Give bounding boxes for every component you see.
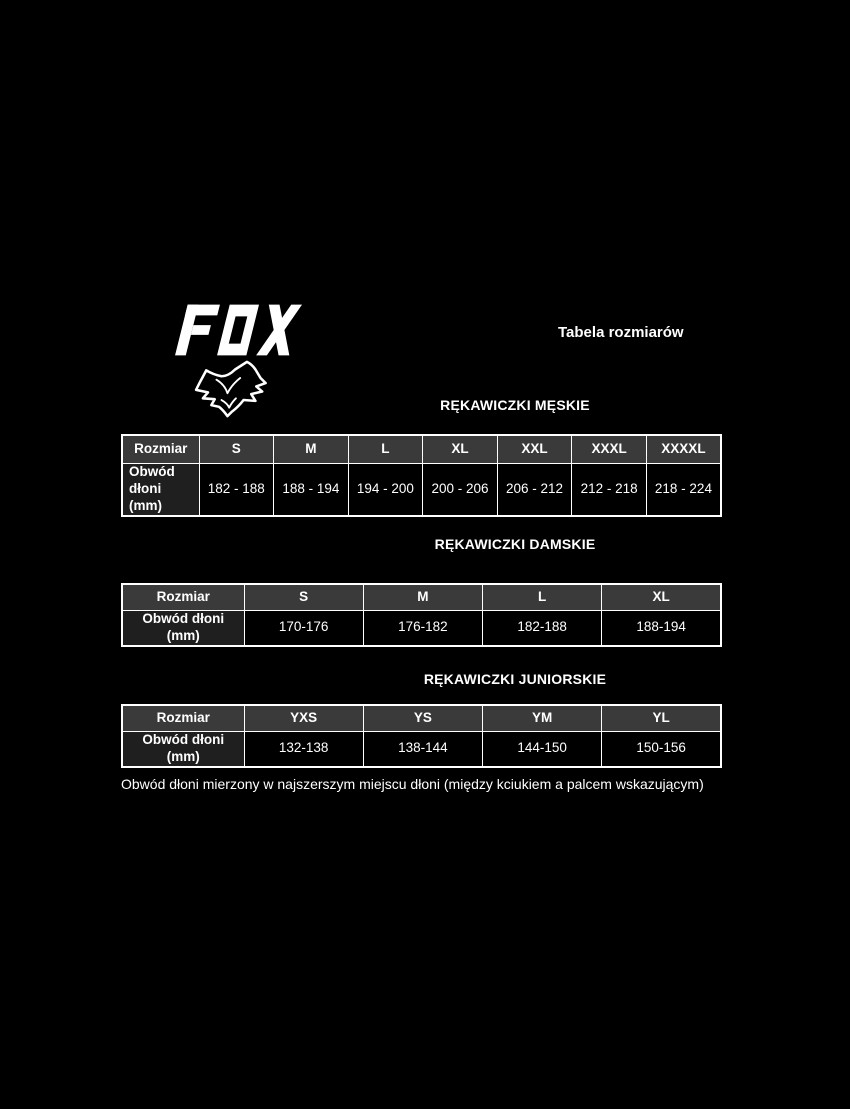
value-cell: 176-182	[363, 611, 482, 646]
section-heading-womens: RĘKAWICZKI DAMSKIE	[434, 536, 596, 552]
table-data-row	[122, 611, 721, 646]
size-table-mens	[121, 434, 722, 517]
value-cell: 182-188	[483, 611, 602, 646]
value-cell: 212 - 218	[572, 464, 647, 516]
row-label-cell: Obwód dłoni (mm)	[122, 464, 199, 516]
value-cell: 206 - 212	[497, 464, 572, 516]
col-header-size: M	[363, 584, 482, 611]
value-cell: 138-144	[363, 732, 482, 767]
row-label-cell: Obwód dłoni (mm)	[122, 732, 244, 767]
col-header-size: L	[483, 584, 602, 611]
value-cell: 170-176	[244, 611, 363, 646]
col-header-size: L	[348, 435, 423, 464]
table-header-row	[122, 435, 721, 464]
section-heading-mens: RĘKAWICZKI MĘSKIE	[440, 397, 590, 413]
col-header-size: M	[274, 435, 349, 464]
value-cell: 132-138	[244, 732, 363, 767]
col-header-size: S	[244, 584, 363, 611]
col-header-rozmiar: Rozmiar	[122, 435, 199, 464]
value-cell: 194 - 200	[348, 464, 423, 516]
page-title: Tabela rozmiarów	[558, 324, 684, 341]
table-header-row	[122, 705, 721, 732]
col-header-size: XL	[602, 584, 721, 611]
value-cell: 188-194	[602, 611, 721, 646]
col-header-size: XXXL	[572, 435, 647, 464]
fox-wordmark-icon	[175, 304, 302, 356]
col-header-size: XXL	[497, 435, 572, 464]
col-header-size: XXXXL	[646, 435, 721, 464]
value-cell: 150-156	[602, 732, 721, 767]
col-header-size: YS	[363, 705, 482, 732]
table-data-row	[122, 464, 721, 516]
table-data-row	[122, 732, 721, 767]
value-cell: 144-150	[483, 732, 602, 767]
col-header-size: YXS	[244, 705, 363, 732]
value-cell: 218 - 224	[646, 464, 721, 516]
row-label-cell: Obwód dłoni (mm)	[122, 611, 244, 646]
value-cell: 200 - 206	[423, 464, 498, 516]
col-header-size: YL	[602, 705, 721, 732]
col-header-rozmiar: Rozmiar	[122, 584, 244, 611]
measurement-note: Obwód dłoni mierzony w najszerszym miejscu dłoni (między kciukiem a palcem wskazującym)	[121, 776, 704, 792]
size-table-junior	[121, 704, 722, 768]
section-heading-junior: RĘKAWICZKI JUNIORSKIE	[423, 671, 607, 687]
col-header-rozmiar: Rozmiar	[122, 705, 244, 732]
col-header-size: XL	[423, 435, 498, 464]
col-header-size: YM	[483, 705, 602, 732]
col-header-size: S	[199, 435, 274, 464]
table-header-row	[122, 584, 721, 611]
value-cell: 188 - 194	[274, 464, 349, 516]
size-table-womens	[121, 583, 722, 647]
value-cell: 182 - 188	[199, 464, 274, 516]
